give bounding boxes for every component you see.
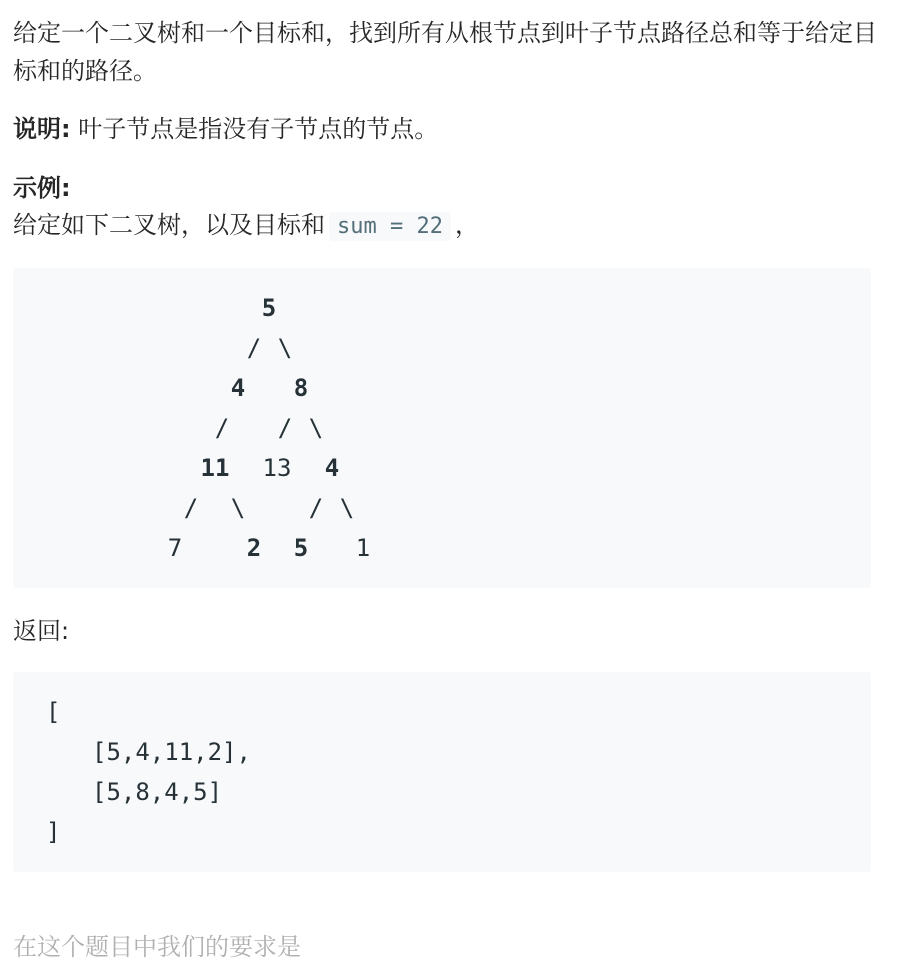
example-suffix: ，	[454, 211, 479, 239]
cut-off-footer-text: 在这个题目中我们的要求是	[13, 933, 301, 961]
result-code-block	[13, 672, 871, 872]
tree-node: 5	[261, 294, 277, 322]
sum-inline-code: sum = 22	[329, 212, 451, 241]
tree-node: 1	[355, 534, 371, 562]
returns-label: 返回:	[13, 617, 70, 645]
result-close-bracket: ]	[46, 818, 61, 846]
tree-node: 4	[324, 454, 340, 482]
tree-node: 8	[293, 374, 309, 402]
binary-tree-diagram	[13, 268, 871, 588]
tree-node: 2	[246, 534, 262, 562]
tree-node: 11	[200, 454, 230, 482]
tree-node: 4	[230, 374, 246, 402]
tree-edge: /	[246, 334, 262, 362]
example-title: 示例:	[13, 174, 71, 202]
tree-node: 5	[293, 534, 309, 562]
result-open-bracket: [	[46, 698, 61, 726]
tree-edge: /	[308, 494, 324, 522]
note-paragraph	[13, 110, 883, 148]
tree-edge: \	[277, 334, 293, 362]
example-prefix: 给定如下二叉树，以及目标和	[13, 211, 325, 239]
tree-edge: /	[183, 494, 199, 522]
tree-edge: \	[308, 414, 324, 442]
note-label: 说明:	[13, 115, 71, 143]
tree-edge: /	[277, 414, 293, 442]
result-path: [5,4,11,2],	[92, 738, 251, 766]
example-line	[13, 206, 883, 246]
tree-edge: /	[214, 414, 230, 442]
problem-content	[13, 14, 883, 872]
tree-edge: \	[230, 494, 246, 522]
note-text: 叶子节点是指没有子节点的节点。	[70, 115, 439, 143]
tree-node: 7	[167, 534, 183, 562]
tree-code-block	[13, 268, 871, 588]
tree-edge: \	[339, 494, 355, 522]
problem-description: 给定一个二叉树和一个目标和，找到所有从根节点到叶子节点路径总和等于给定目标和的路径。	[13, 19, 877, 85]
result-path: [5,8,4,5]	[92, 778, 223, 806]
tree-node: 13	[262, 454, 292, 482]
